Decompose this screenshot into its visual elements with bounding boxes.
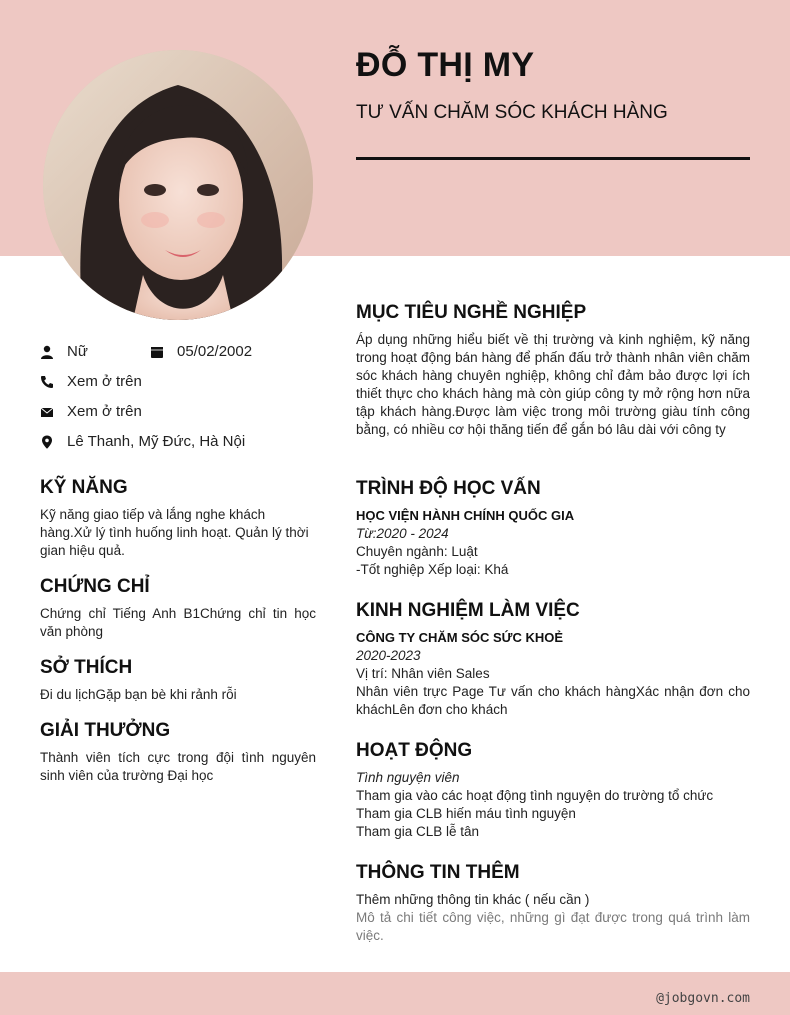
- experience-position: Vị trí: Nhân viên Sales: [356, 666, 490, 681]
- certificates-text: Chứng chỉ Tiếng Anh B1Chứng chỉ tin học văn phòng: [40, 606, 316, 639]
- candidate-name: ĐỖ THỊ MY: [356, 46, 535, 84]
- phone-icon: [40, 375, 54, 389]
- activity-item: Tham gia CLB lễ tân: [356, 824, 480, 839]
- extra-info-placeholder: Mô tả chi tiết công việc, những gì đạt được trong quá trình làm việc.: [356, 910, 750, 943]
- awards-title: GIẢI THƯỞNG: [40, 720, 171, 741]
- profile-photo: [43, 50, 313, 320]
- awards-text: Thành viên tích cực trong đội tình nguyên sinh viên của trường Đại học: [40, 750, 316, 783]
- activities-subtitle: Tình nguyện viên: [356, 770, 460, 785]
- gender-value: Nữ: [67, 343, 88, 360]
- footer-brand: @jobgovn.com: [656, 991, 750, 1006]
- education-grade: -Tốt nghiệp Xếp loại: Khá: [356, 562, 509, 577]
- education-school: HỌC VIỆN HÀNH CHÍNH QUỐC GIA: [356, 508, 575, 523]
- experience-period: 2020-2023: [356, 648, 421, 663]
- objective-text: Áp dụng những hiểu biết về thị trường và kinh nghiệm, kỹ năng trong hoạt động bán hàng để phấn đấu trở thành nhân viên chăm sóc khách hàng chuyên nghiệp, không chỉ đảm bảo được lợi ích thiết thực cho khách hàng mà còn giúp công ty mở rộng hơn nữa tập khách hàng.Được làm việc trong môi trường giàu tính công bằng, có nhiều cơ hội thăng tiến để gắn bó lâu dài với công ty: [356, 332, 750, 437]
- education-title: TRÌNH ĐỘ HỌC VẤN: [356, 478, 541, 499]
- candidate-role: TƯ VẤN CHĂM SÓC KHÁCH HÀNG: [356, 102, 668, 123]
- mail-icon: [40, 405, 54, 419]
- hobbies-title: SỞ THÍCH: [40, 657, 133, 678]
- header-divider: [356, 157, 750, 160]
- skills-title: KỸ NĂNG: [40, 477, 128, 498]
- calendar-icon: [150, 345, 164, 359]
- experience-company: CÔNG TY CHĂM SÓC SỨC KHOẺ: [356, 630, 564, 645]
- education-major: Chuyên ngành: Luật: [356, 544, 478, 559]
- address-value: Lê Thanh, Mỹ Đức, Hà Nội: [67, 433, 246, 450]
- phone-value: Xem ở trên: [67, 373, 142, 390]
- hobbies-text: Đi du lịchGặp bạn bè khi rảnh rỗi: [40, 687, 237, 702]
- contact-gender: [40, 343, 88, 360]
- extra-info-text: Thêm những thông tin khác ( nếu cần ): [356, 892, 590, 907]
- skills-text: Kỹ năng giao tiếp và lắng nghe khách hàng.Xử lý tình huống linh hoạt. Quản lý thời gian hiệu quả.: [40, 507, 309, 558]
- activities-title: HOẠT ĐỘNG: [356, 740, 473, 761]
- education-period: Từ:2020 - 2024: [356, 526, 449, 541]
- activity-item: Tham gia CLB hiến máu tình nguyện: [356, 806, 576, 821]
- certificates-title: CHỨNG CHỈ: [40, 576, 150, 597]
- experience-title: KINH NGHIỆM LÀM VIỆC: [356, 600, 580, 621]
- location-pin-icon: [40, 435, 54, 449]
- email-value: Xem ở trên: [67, 403, 142, 420]
- contact-address: [40, 433, 245, 450]
- activity-item: Tham gia vào các hoạt động tình nguyện do trường tổ chức: [356, 788, 714, 803]
- person-icon: [40, 345, 54, 359]
- contact-email: [40, 403, 142, 420]
- objective-title: MỤC TIÊU NGHỀ NGHIỆP: [356, 302, 587, 323]
- birthday-value: 05/02/2002: [177, 343, 253, 360]
- contact-birthday: [150, 343, 252, 360]
- extra-info-title: THÔNG TIN THÊM: [356, 862, 520, 883]
- contact-phone: [40, 373, 142, 390]
- experience-description: Nhân viên trực Page Tư vấn cho khách hàngXác nhận đơn cho kháchLên đơn cho khách: [356, 684, 750, 717]
